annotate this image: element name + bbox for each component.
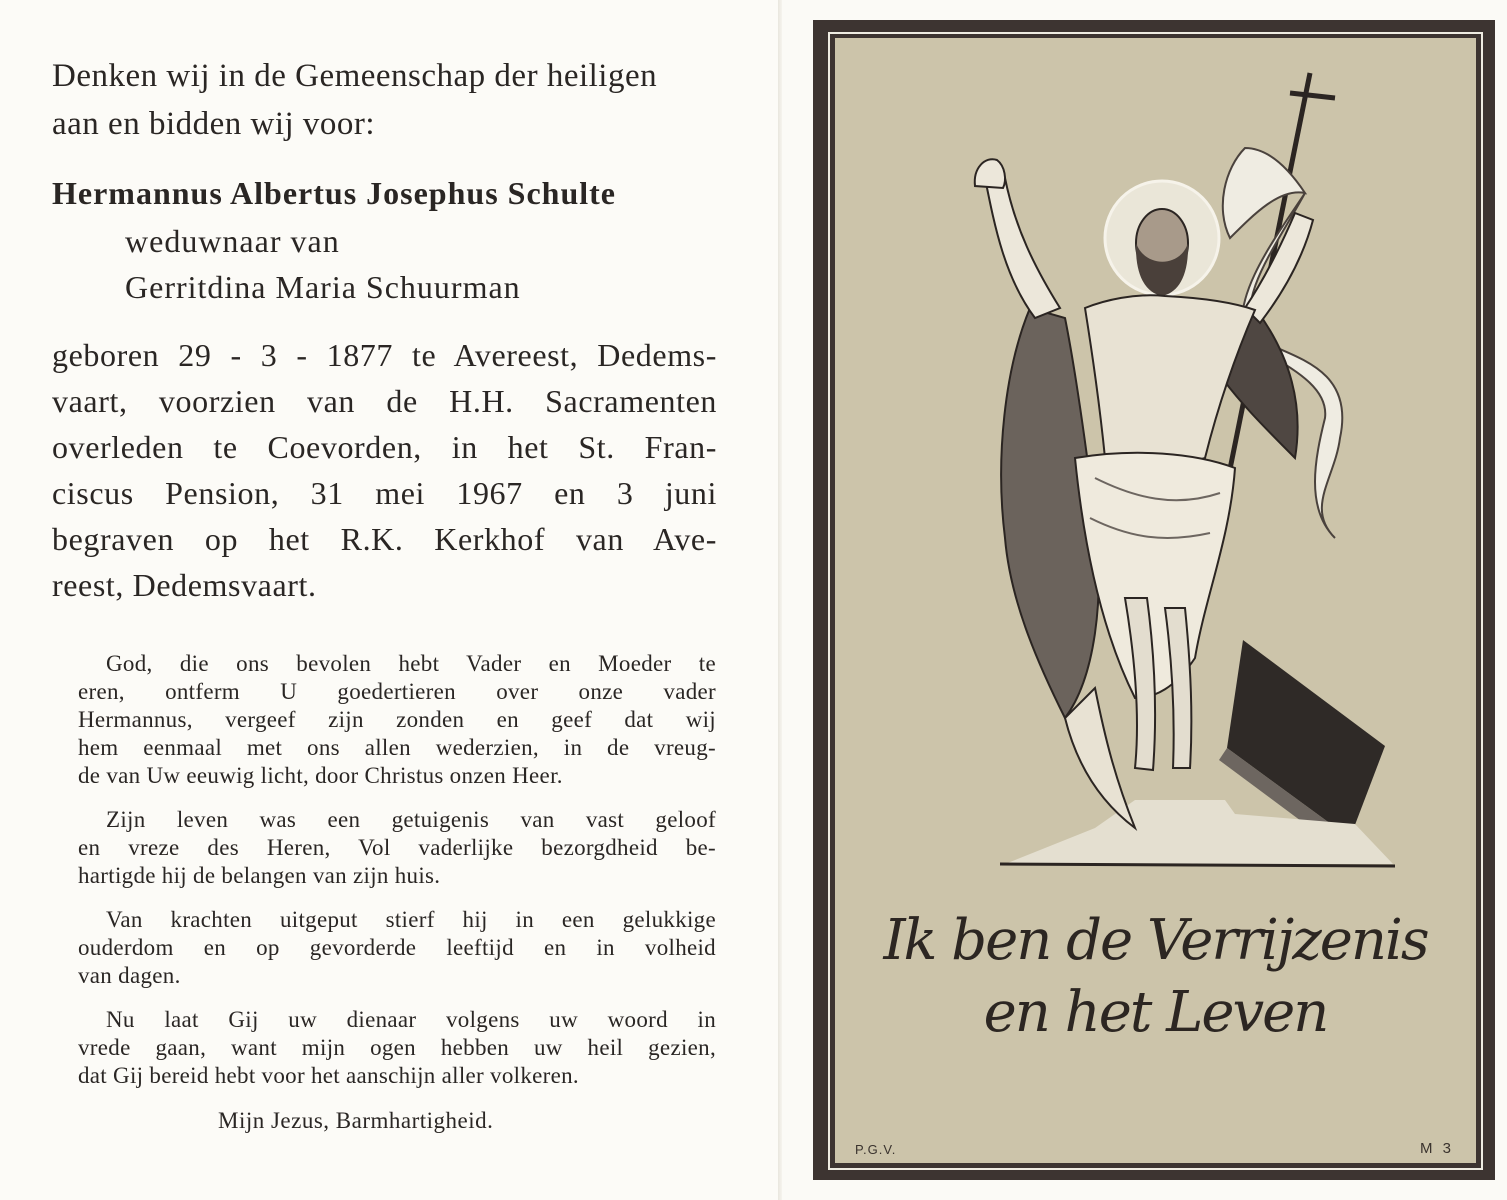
robe-icon xyxy=(1075,453,1235,698)
spouse-name: Gerritdina Maria Schuurman xyxy=(125,269,521,305)
prayer-line: dat Gij bereid hebt voor het aanschijn aller volkeren. xyxy=(78,1063,579,1088)
inscription-line-2: en het Leven xyxy=(983,980,1328,1045)
prayer-line: eren, ontferm U goedertieren over onze vader xyxy=(78,679,716,704)
prayer-line: hem eenmaal met ons allen wederzien, in de vreug- xyxy=(78,735,716,760)
card-code: M 3 xyxy=(1420,1140,1455,1157)
prayer-line: Hermannus, vergeef zijn zonden en geef dat wij xyxy=(78,707,716,732)
prayer-paragraph xyxy=(78,906,716,990)
card-fold xyxy=(778,0,782,1200)
deceased-name: Hermannus Albertus Josephus Schulte xyxy=(52,175,616,211)
inscription-line-1: Ik ben de Verrijzenis xyxy=(883,908,1428,973)
intro-line-2: aan en bidden wij voor: xyxy=(52,106,376,142)
biography-details xyxy=(52,332,717,608)
detail-line: geboren 29 - 3 - 1877 te Avereest, Dedems- xyxy=(52,337,717,373)
risen-christ-illustration xyxy=(835,38,1476,918)
prayer-line: en vreze des Heren, Vol vaderlijke bezorgdheid be- xyxy=(78,835,716,860)
detail-line: reest, Dedemsvaart. xyxy=(52,567,317,603)
detail-line: ciscus Pension, 31 mei 1967 en 3 juni xyxy=(52,475,717,511)
prayer-line: God, die ons bevolen hebt Vader en Moeder te xyxy=(106,651,716,676)
prayer-paragraph xyxy=(78,1006,716,1090)
prayer-line: vrede gaan, want mijn ogen hebben uw heil gezien, xyxy=(78,1035,716,1060)
intro-text xyxy=(52,52,722,148)
detail-line: begraven op het R.K. Kerkhof van Ave- xyxy=(52,521,717,557)
detail-line: vaart, voorzien van de H.H. Sacramenten xyxy=(52,383,717,419)
prayer-text xyxy=(78,650,716,1106)
intro-line-1: Denken wij in de Gemeenschap der heiligen xyxy=(52,58,658,94)
card-inscription xyxy=(835,905,1476,1049)
prayer-line: van dagen. xyxy=(78,963,181,988)
prayer-paragraph xyxy=(78,806,716,890)
printer-mark: P.G.V. xyxy=(855,1142,897,1157)
prayer-line: Van krachten uitgeput stierf hij in een gelukkige xyxy=(106,907,716,932)
relation-block xyxy=(125,218,725,310)
relation-text: weduwnaar van xyxy=(125,223,340,259)
prayer-line: de van Uw eeuwig licht, door Christus onzen Heer. xyxy=(78,763,563,788)
detail-line: overleden te Coevorden, in het St. Fran- xyxy=(52,429,717,465)
closing-prayer: Mijn Jezus, Barmhartigheid. xyxy=(218,1108,494,1133)
prayer-paragraph xyxy=(78,650,716,790)
prayer-line: ouderdom en op gevorderde leeftijd en in volheid xyxy=(78,935,716,960)
prayer-line: Zijn leven was een getuigenis van vast geloof xyxy=(106,807,716,832)
prayer-line: Nu laat Gij uw dienaar volgens uw woord in xyxy=(106,1007,716,1032)
prayer-line: hartigde hij de belangen van zijn huis. xyxy=(78,863,441,888)
